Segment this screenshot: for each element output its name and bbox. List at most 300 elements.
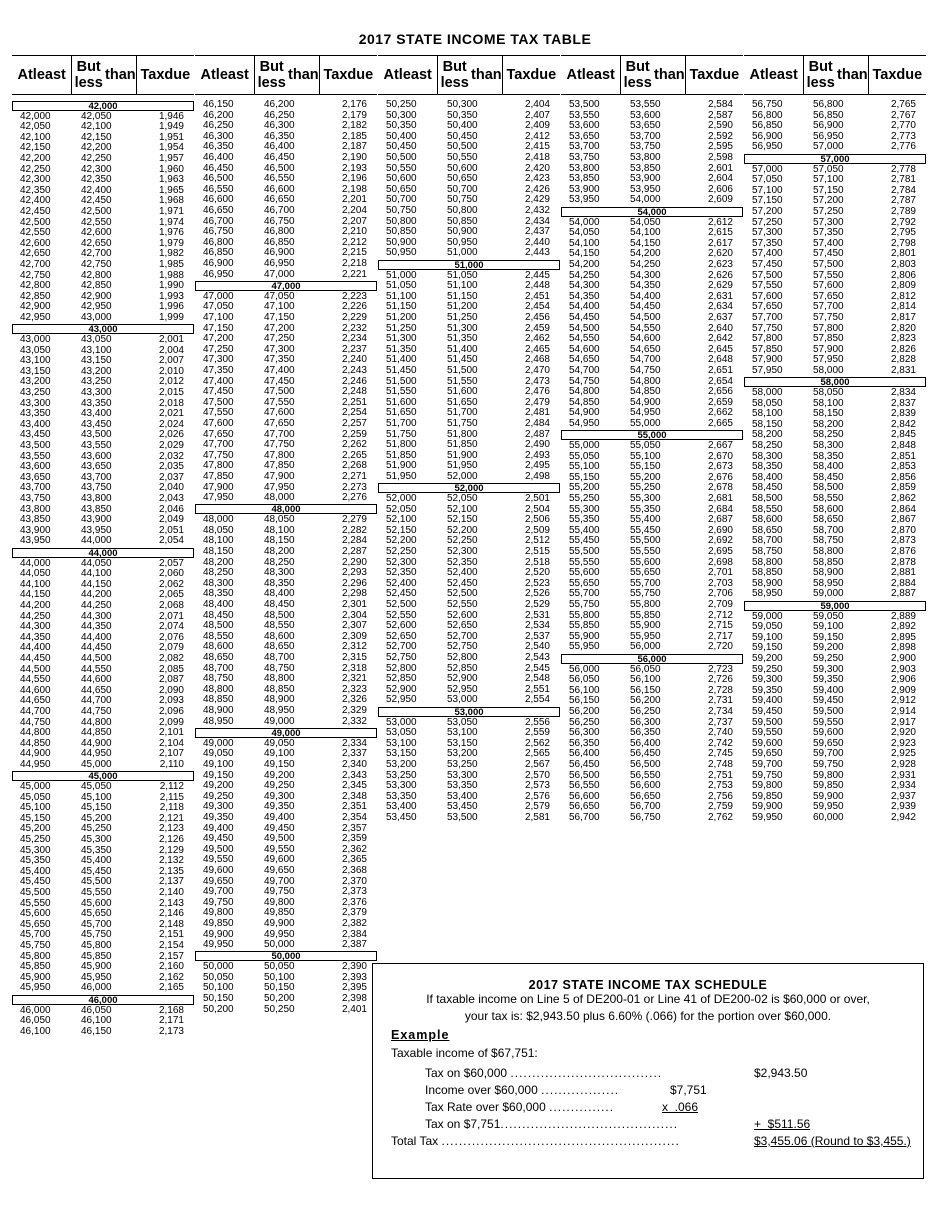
cell-tax-due: 2,490 — [524, 439, 550, 451]
cell-tax-due: 2,437 — [524, 226, 550, 238]
cell-tax-due: 2,690 — [707, 524, 733, 536]
cell-at-least: 47,200 — [203, 333, 234, 345]
cell-but-less-than: 50,200 — [264, 993, 295, 1004]
cell-but-less-than: 44,100 — [81, 568, 112, 580]
cell-tax-due: 2,767 — [890, 109, 916, 121]
cell-tax-due: 1,957 — [158, 152, 184, 164]
cell-tax-due: 2,698 — [707, 556, 733, 568]
cell-at-least: 48,800 — [203, 683, 234, 695]
cell-tax-due: 2,037 — [158, 471, 184, 483]
cell-tax-due: 1,965 — [158, 184, 184, 196]
cell-but-less-than: 42,400 — [81, 184, 112, 196]
cell-but-less-than: 50,500 — [447, 141, 478, 153]
cell-tax-due: 2,887 — [890, 588, 916, 600]
cell-but-less-than: 57,550 — [813, 269, 844, 281]
cell-tax-due: 2,262 — [341, 439, 367, 451]
cell-at-least: 48,450 — [203, 609, 234, 621]
cell-tax-due: 2,135 — [158, 865, 184, 877]
cell-tax-due: 2,889 — [890, 610, 916, 622]
example-rate-value: x .066 — [662, 1100, 699, 1114]
cell-but-less-than: 57,650 — [813, 290, 844, 302]
cell-but-less-than: 59,200 — [813, 642, 844, 654]
cell-at-least: 53,050 — [386, 727, 417, 739]
header-at-least: At least — [383, 67, 432, 83]
cell-but-less-than: 42,450 — [81, 195, 112, 207]
tax-column-1 — [12, 55, 194, 1225]
example-rate-label: Tax Rate over $60,000 ............... — [425, 1100, 615, 1114]
cell-but-less-than: 51,500 — [447, 364, 478, 376]
cell-at-least: 46,850 — [203, 247, 234, 259]
cell-but-less-than: 59,350 — [813, 674, 844, 686]
cell-but-less-than: 45,800 — [81, 940, 112, 951]
cell-tax-due: 2,579 — [524, 801, 550, 813]
cell-tax-due: 2,370 — [341, 875, 367, 887]
table-row — [744, 207, 926, 218]
cell-at-least: 58,100 — [752, 408, 783, 420]
section-header: 46,000 — [12, 995, 194, 1005]
cell-tax-due: 2,851 — [890, 450, 916, 462]
cell-but-less-than: 46,000 — [81, 982, 112, 994]
cell-at-least: 49,050 — [203, 748, 234, 760]
cell-but-less-than: 58,100 — [813, 397, 844, 409]
cell-tax-due: 2,082 — [158, 652, 184, 664]
cell-at-least: 43,650 — [20, 471, 51, 483]
cell-tax-due: 2,040 — [158, 482, 184, 494]
cell-at-least: 59,100 — [752, 631, 783, 643]
cell-but-less-than: 55,950 — [630, 630, 661, 642]
cell-at-least: 45,400 — [20, 865, 51, 877]
cell-but-less-than: 45,200 — [81, 812, 112, 824]
cell-but-less-than: 50,600 — [447, 162, 478, 174]
cell-but-less-than: 46,700 — [264, 205, 295, 216]
cell-tax-due: 2,173 — [158, 1025, 184, 1037]
cell-at-least: 50,350 — [386, 120, 417, 132]
cell-at-least: 56,000 — [569, 663, 600, 675]
cell-at-least: 49,500 — [203, 843, 234, 855]
cell-at-least: 54,650 — [569, 354, 600, 366]
cell-tax-due: 2,029 — [158, 440, 184, 451]
cell-but-less-than: 50,300 — [447, 99, 478, 110]
table-row — [12, 207, 194, 218]
cell-tax-due: 1,968 — [158, 195, 184, 207]
cell-but-less-than: 59,800 — [813, 769, 844, 781]
cell-at-least: 53,750 — [569, 152, 600, 163]
cell-at-least: 53,900 — [569, 183, 600, 195]
cell-at-least: 42,050 — [20, 121, 51, 133]
cell-tax-due: 2,254 — [341, 407, 367, 419]
column-body — [12, 95, 194, 1225]
cell-but-less-than: 49,150 — [264, 758, 295, 770]
cell-at-least: 52,400 — [386, 577, 417, 589]
cell-tax-due: 2,920 — [890, 727, 916, 739]
cell-at-least: 59,750 — [752, 769, 783, 781]
cell-but-less-than: 47,600 — [264, 407, 295, 419]
cell-at-least: 46,350 — [203, 141, 234, 153]
table-row — [561, 707, 743, 718]
cell-at-least: 52,500 — [386, 599, 417, 610]
cell-tax-due: 2,842 — [890, 418, 916, 430]
cell-tax-due: 2,340 — [341, 758, 367, 770]
cell-at-least: 43,100 — [20, 355, 51, 367]
cell-at-least: 42,800 — [20, 280, 51, 292]
cell-tax-due: 2,892 — [890, 621, 916, 633]
section-header: 42,000 — [12, 101, 194, 111]
cell-at-least: 46,650 — [203, 205, 234, 216]
cell-at-least: 59,700 — [752, 758, 783, 770]
cell-but-less-than: 54,850 — [630, 386, 661, 398]
cell-at-least: 46,800 — [203, 236, 234, 248]
cell-at-least: 43,050 — [20, 344, 51, 356]
cell-at-least: 52,300 — [386, 556, 417, 568]
cell-tax-due: 2,415 — [524, 141, 550, 153]
cell-tax-due: 2,695 — [707, 546, 733, 557]
cell-tax-due: 2,462 — [524, 333, 550, 345]
cell-tax-due: 2,498 — [524, 470, 550, 482]
cell-but-less-than: 59,900 — [813, 790, 844, 802]
table-row — [195, 866, 377, 877]
cell-tax-due: 2,345 — [341, 780, 367, 792]
column-header — [12, 55, 194, 95]
cell-at-least: 51,800 — [386, 439, 417, 451]
cell-tax-due: 2,848 — [890, 440, 916, 451]
cell-tax-due: 2,329 — [341, 705, 367, 716]
cell-at-least: 50,700 — [386, 194, 417, 206]
cell-tax-due: 2,878 — [890, 556, 916, 568]
table-row — [195, 919, 377, 930]
cell-but-less-than: 47,250 — [264, 333, 295, 345]
cell-tax-due: 2,221 — [341, 268, 367, 280]
cell-tax-due: 2,781 — [890, 174, 916, 186]
cell-at-least: 57,450 — [752, 258, 783, 270]
cell-tax-due: 2,251 — [341, 396, 367, 408]
cell-at-least: 47,700 — [203, 439, 234, 451]
cell-at-least: 57,100 — [752, 184, 783, 196]
cell-but-less-than: 42,100 — [81, 121, 112, 133]
table-row — [744, 813, 926, 824]
cell-at-least: 57,300 — [752, 227, 783, 239]
cell-tax-due: 2,465 — [524, 343, 550, 355]
cell-but-less-than: 42,800 — [81, 269, 112, 281]
cell-at-least: 51,950 — [386, 470, 417, 482]
cell-tax-due: 2,123 — [158, 823, 184, 835]
cell-at-least: 57,400 — [752, 248, 783, 260]
cell-at-least: 45,000 — [20, 781, 51, 792]
cell-at-least: 55,150 — [569, 471, 600, 483]
cell-but-less-than: 48,200 — [264, 546, 295, 557]
cell-tax-due: 2,684 — [707, 503, 733, 515]
cell-but-less-than: 54,350 — [630, 280, 661, 292]
cell-but-less-than: 44,400 — [81, 631, 112, 643]
cell-but-less-than: 42,550 — [81, 216, 112, 228]
cell-tax-due: 2,160 — [158, 961, 184, 973]
cell-tax-due: 2,334 — [341, 737, 367, 749]
cell-but-less-than: 47,300 — [264, 343, 295, 355]
cell-but-less-than: 49,500 — [264, 833, 295, 845]
table-row — [744, 654, 926, 665]
cell-at-least: 52,650 — [386, 630, 417, 642]
cell-but-less-than: 54,450 — [630, 301, 661, 313]
cell-but-less-than: 56,750 — [630, 811, 661, 823]
cell-at-least: 44,700 — [20, 705, 51, 717]
table-row — [12, 760, 194, 771]
cell-but-less-than: 45,050 — [81, 781, 112, 792]
cell-at-least: 46,550 — [203, 183, 234, 195]
cell-but-less-than: 53,250 — [447, 758, 478, 770]
cell-tax-due: 2,792 — [890, 216, 916, 228]
cell-at-least: 55,900 — [569, 630, 600, 642]
cell-tax-due: 2,629 — [707, 280, 733, 292]
cell-at-least: 43,700 — [20, 482, 51, 494]
cell-but-less-than: 48,650 — [264, 641, 295, 653]
table-row — [12, 983, 194, 994]
cell-but-less-than: 46,050 — [81, 1004, 112, 1016]
cell-tax-due: 2,456 — [524, 311, 550, 323]
cell-tax-due: 1,990 — [158, 280, 184, 292]
cell-at-least: 53,200 — [386, 758, 417, 770]
cell-at-least: 55,800 — [569, 609, 600, 621]
cell-tax-due: 2,737 — [707, 716, 733, 728]
cell-tax-due: 2,143 — [158, 897, 184, 909]
cell-but-less-than: 48,400 — [264, 588, 295, 600]
cell-but-less-than: 43,100 — [81, 344, 112, 356]
cell-at-least: 50,750 — [386, 205, 417, 216]
cell-tax-due: 2,798 — [890, 237, 916, 249]
cell-tax-due: 2,026 — [158, 429, 184, 441]
table-row — [12, 260, 194, 271]
cell-tax-due: 2,909 — [890, 684, 916, 696]
cell-tax-due: 2,598 — [707, 152, 733, 163]
cell-but-less-than: 59,400 — [813, 684, 844, 696]
cell-at-least: 55,950 — [569, 641, 600, 653]
cell-but-less-than: 43,900 — [81, 514, 112, 526]
cell-but-less-than: 55,200 — [630, 471, 661, 483]
cell-at-least: 42,450 — [20, 205, 51, 217]
cell-at-least: 58,700 — [752, 535, 783, 547]
cell-but-less-than: 52,300 — [447, 546, 478, 557]
cell-at-least: 58,850 — [752, 567, 783, 579]
cell-tax-due: 2,218 — [341, 258, 367, 269]
example-heading: Example — [391, 1028, 450, 1042]
cell-but-less-than: 59,100 — [813, 621, 844, 633]
cell-at-least: 57,700 — [752, 311, 783, 323]
table-row — [195, 717, 377, 728]
cell-at-least: 54,350 — [569, 290, 600, 302]
cell-tax-due: 2,129 — [158, 844, 184, 856]
cell-at-least: 47,500 — [203, 396, 234, 408]
cell-but-less-than: 55,550 — [630, 546, 661, 557]
cell-at-least: 51,550 — [386, 386, 417, 398]
cell-but-less-than: 44,350 — [81, 621, 112, 633]
cell-tax-due: 2,590 — [707, 120, 733, 132]
cell-at-least: 56,600 — [569, 790, 600, 802]
cell-but-less-than: 57,300 — [813, 216, 844, 228]
cell-but-less-than: 47,950 — [264, 481, 295, 493]
cell-at-least: 56,850 — [752, 120, 783, 132]
cell-at-least: 53,950 — [569, 194, 600, 206]
cell-tax-due: 2,898 — [890, 642, 916, 654]
cell-at-least: 55,450 — [569, 535, 600, 547]
cell-at-least: 48,100 — [203, 535, 234, 547]
cell-but-less-than: 46,450 — [264, 152, 295, 163]
cell-at-least: 54,300 — [569, 280, 600, 292]
cell-but-less-than: 54,250 — [630, 258, 661, 270]
cell-at-least: 48,700 — [203, 662, 234, 674]
cell-but-less-than: 42,600 — [81, 227, 112, 239]
cell-but-less-than: 57,600 — [813, 280, 844, 292]
table-row — [195, 600, 377, 611]
cell-at-least: 43,300 — [20, 397, 51, 409]
cell-tax-due: 2,923 — [890, 737, 916, 749]
cell-at-least: 48,200 — [203, 556, 234, 568]
cell-tax-due: 2,515 — [524, 546, 550, 557]
cell-tax-due: 1,999 — [158, 311, 184, 323]
table-row — [744, 260, 926, 271]
cell-at-least: 42,100 — [20, 131, 51, 143]
cell-tax-due: 2,925 — [890, 748, 916, 760]
cell-tax-due: 2,323 — [341, 683, 367, 695]
cell-tax-due: 2,795 — [890, 227, 916, 239]
cell-at-least: 48,250 — [203, 567, 234, 579]
cell-at-least: 45,100 — [20, 802, 51, 814]
cell-at-least: 44,500 — [20, 663, 51, 675]
cell-tax-due: 2,759 — [707, 801, 733, 813]
cell-tax-due: 2,873 — [890, 535, 916, 547]
cell-tax-due: 2,659 — [707, 396, 733, 408]
table-row — [12, 707, 194, 718]
cell-but-less-than: 43,200 — [81, 365, 112, 377]
cell-but-less-than: 45,000 — [81, 758, 112, 770]
cell-at-least: 44,250 — [20, 610, 51, 622]
header-tax-due: Tax due — [319, 56, 377, 94]
cell-at-least: 50,850 — [386, 226, 417, 238]
cell-at-least: 43,500 — [20, 440, 51, 451]
cell-at-least: 42,500 — [20, 216, 51, 228]
cell-but-less-than: 44,300 — [81, 610, 112, 622]
cell-at-least: 54,950 — [569, 417, 600, 429]
cell-but-less-than: 59,850 — [813, 780, 844, 792]
cell-but-less-than: 42,700 — [81, 248, 112, 260]
cell-but-less-than: 55,650 — [630, 567, 661, 579]
cell-but-less-than: 50,400 — [447, 120, 478, 132]
cell-tax-due: 2,692 — [707, 535, 733, 547]
table-row — [561, 100, 743, 111]
cell-but-less-than: 58,900 — [813, 567, 844, 579]
cell-tax-due: 2,778 — [890, 163, 916, 175]
cell-at-least: 49,350 — [203, 811, 234, 823]
cell-but-less-than: 50,000 — [264, 939, 295, 951]
cell-but-less-than: 48,000 — [264, 492, 295, 504]
cell-tax-due: 1,960 — [158, 163, 184, 175]
cell-but-less-than: 54,300 — [630, 269, 661, 281]
table-row — [561, 494, 743, 505]
cell-but-less-than: 59,000 — [813, 588, 844, 600]
section-header: 43,000 — [12, 324, 194, 334]
table-row — [744, 441, 926, 452]
cell-tax-due: 2,676 — [707, 471, 733, 483]
cell-tax-due: 2,010 — [158, 365, 184, 377]
cell-tax-due: 2,007 — [158, 355, 184, 367]
cell-but-less-than: 59,450 — [813, 695, 844, 707]
cell-at-least: 43,350 — [20, 408, 51, 420]
cell-but-less-than: 56,200 — [630, 695, 661, 707]
cell-at-least: 59,900 — [752, 801, 783, 813]
tax-column-2 — [195, 55, 377, 1225]
cell-but-less-than: 51,150 — [447, 290, 478, 302]
cell-at-least: 46,400 — [203, 152, 234, 163]
cell-but-less-than: 51,650 — [447, 396, 478, 408]
cell-at-least: 53,450 — [386, 811, 417, 823]
cell-but-less-than: 53,450 — [447, 801, 478, 813]
cell-at-least: 55,350 — [569, 514, 600, 526]
cell-tax-due: 2,179 — [341, 109, 367, 121]
cell-tax-due: 2,237 — [341, 343, 367, 355]
cell-tax-due: 2,248 — [341, 386, 367, 398]
cell-tax-due: 1,982 — [158, 248, 184, 260]
cell-but-less-than: 49,700 — [264, 875, 295, 887]
cell-tax-due: 2,715 — [707, 620, 733, 632]
cell-at-least: 55,650 — [569, 577, 600, 589]
cell-but-less-than: 56,250 — [630, 705, 661, 717]
cell-at-least: 42,950 — [20, 311, 51, 323]
cell-at-least: 56,250 — [569, 716, 600, 728]
cell-tax-due: 2,373 — [341, 886, 367, 898]
cell-but-less-than: 45,250 — [81, 823, 112, 835]
cell-at-least: 55,100 — [569, 461, 600, 473]
cell-tax-due: 2,773 — [890, 130, 916, 142]
cell-at-least: 50,300 — [386, 109, 417, 121]
cell-but-less-than: 49,800 — [264, 896, 295, 908]
cell-at-least: 46,950 — [203, 268, 234, 280]
cell-tax-due: 2,060 — [158, 568, 184, 580]
cell-but-less-than: 44,450 — [81, 642, 112, 654]
cell-tax-due: 2,473 — [524, 375, 550, 387]
cell-tax-due: 2,182 — [341, 120, 367, 132]
cell-at-least: 48,550 — [203, 630, 234, 642]
cell-at-least: 50,100 — [203, 982, 234, 994]
cell-tax-due: 2,229 — [341, 311, 367, 323]
cell-tax-due: 2,470 — [524, 364, 550, 376]
cell-tax-due: 2,895 — [890, 631, 916, 643]
cell-at-least: 55,050 — [569, 450, 600, 462]
cell-tax-due: 2,115 — [159, 791, 184, 803]
cell-but-less-than: 47,550 — [264, 396, 295, 408]
cell-but-less-than: 52,050 — [447, 493, 478, 504]
cell-at-least: 52,200 — [386, 535, 417, 547]
cell-tax-due: 2,545 — [524, 662, 550, 674]
table-row — [561, 419, 743, 430]
cell-but-less-than: 43,500 — [81, 429, 112, 441]
cell-but-less-than: 53,200 — [447, 748, 478, 760]
cell-at-least: 58,000 — [752, 387, 783, 398]
cell-at-least: 46,450 — [203, 162, 234, 174]
cell-tax-due: 1,985 — [158, 258, 184, 270]
cell-tax-due: 2,814 — [890, 301, 916, 313]
cell-but-less-than: 45,850 — [81, 950, 112, 962]
cell-at-least: 58,150 — [752, 418, 783, 430]
cell-but-less-than: 57,850 — [813, 333, 844, 345]
table-row — [561, 260, 743, 271]
section-header: 56,000 — [561, 654, 743, 664]
cell-at-least: 58,650 — [752, 524, 783, 536]
cell-but-less-than: 44,050 — [81, 557, 112, 569]
schedule-title: 2017 STATE INCOME TAX SCHEDULE — [528, 978, 768, 992]
table-row — [195, 472, 377, 483]
cell-but-less-than: 43,750 — [81, 482, 112, 494]
cell-tax-due: 2,423 — [524, 173, 550, 185]
cell-at-least: 55,700 — [569, 588, 600, 600]
cell-at-least: 54,250 — [569, 269, 600, 281]
cell-but-less-than: 54,200 — [630, 248, 661, 260]
